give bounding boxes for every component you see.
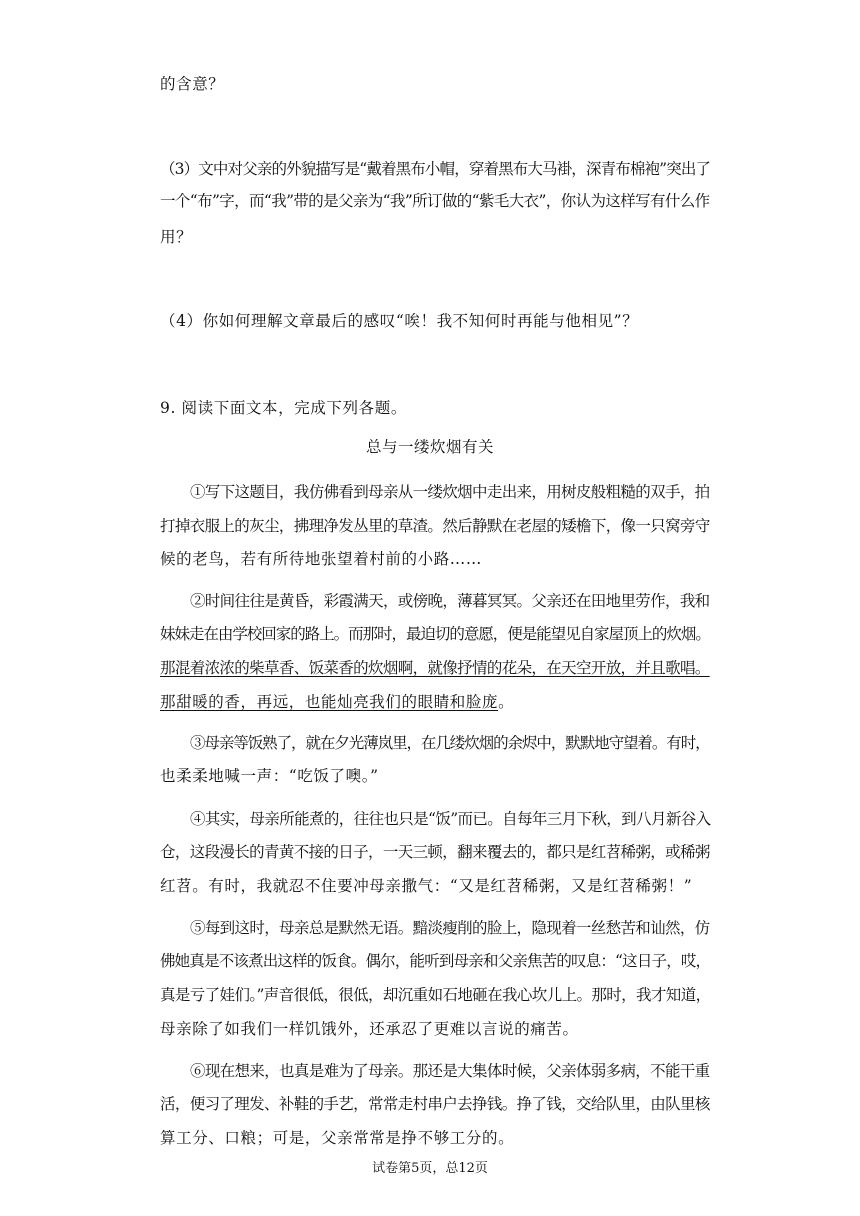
question-8-3-line-1: （3）文中对父亲的外貌描写是“戴着黑布小帽，穿着黑布大马褂，深青布棉袍”突出了 bbox=[160, 160, 711, 178]
paragraph-6-line-3: 算工分、口粮；可是，父亲常常是挣不够工分的。 bbox=[160, 1129, 515, 1147]
question-8-3-line-3: 用？ bbox=[160, 228, 193, 246]
paragraph-3-line-2: 也柔柔地喊一声：“吃饭了噢。” bbox=[160, 767, 379, 785]
question-8-2-continuation: 的含意？ bbox=[160, 75, 225, 93]
paragraph-1-line-3: 候的老鸟，若有所待地张望着村前的小路…… bbox=[160, 550, 483, 568]
paragraph-5-line-3: 真是亏了娃们。”声音很低，很低，却沉重如石地砸在我心坎儿上。那时，我才知道， bbox=[160, 986, 711, 1004]
paragraph-6-line-2: 活，便习了理发、补鞋的手艺，常常走村串户去挣钱。挣了钱，交给队里，由队里核 bbox=[160, 1095, 710, 1113]
page-footer: 试卷第5页，总12页 bbox=[372, 1161, 488, 1176]
question-8-3-line-2: 一个“布”字，而“我”带的是父亲为“我”所订做的“紫毛大衣”，你认为这样写有什么作 bbox=[160, 192, 710, 210]
question-9-heading: 9. 阅读下面文本，完成下列各题。 bbox=[160, 399, 407, 417]
paragraph-5-line-4: 母亲除了如我们一样饥饿外，还承忍了更难以言说的痛苦。 bbox=[160, 1020, 579, 1038]
paragraph-2-line-2: 妹妹走在由学校回家的路上。而那时，最迫切的意愿，便是能望见自家屋顶上的炊烟。 bbox=[160, 625, 710, 643]
paragraph-2-underlined-line: 那混着浓浓的柴草香、饭菜香的炊烟啊，就像抒情的花朵，在天空开放，并且歌唱。 bbox=[160, 659, 710, 677]
paragraph-4-line-2: 仓，这段漫长的青黄不接的日子，一天三顿，翻来覆去的，都只是红苕稀粥，或稀粥 bbox=[160, 843, 710, 861]
paragraph-2-underlined-sentence: 那甜暖的香，再远，也能灿亮我们的眼睛和脸庞 bbox=[160, 693, 499, 711]
paragraph-1-line-1: ①写下这题目，我仿佛看到母亲从一缕炊烟中走出来，用树皮般粗糙的双手，拍 bbox=[190, 483, 710, 501]
paragraph-2-line-4 bbox=[160, 692, 514, 712]
paragraph-2-end-punctuation: 。 bbox=[498, 693, 515, 711]
paragraph-4-line-3: 红苕。有时，我就忍不住要冲母亲撒气：“又是红苕稀粥，又是红苕稀粥！” bbox=[160, 877, 693, 895]
paragraph-3-line-1: ③母亲等饭熟了，就在夕光薄岚里，在几缕炊烟的余烬中，默默地守望着。有时， bbox=[190, 734, 710, 752]
paragraph-1-line-2: 打掉衣服上的灰尘，拂理净发丛里的草渣。然后静默在老屋的矮檐下，像一只窝旁守 bbox=[160, 517, 710, 535]
paragraph-5-line-1: ⑤每到这时，母亲总是默然无语。黯淡瘦削的脸上，隐现着一丝愁苦和讪然，仿 bbox=[190, 919, 710, 937]
paragraph-4-line-1: ④其实，母亲所能煮的，往往也只是“饭”而已。自每年三月下秋，到八月新谷入 bbox=[190, 810, 711, 828]
paragraph-2-line-1: ②时间往往是黄昏，彩霞满天，或傍晚，薄暮冥冥。父亲还在田地里劳作，我和 bbox=[190, 592, 710, 610]
paragraph-5-line-2: 佛她真是不该煮出这样的饭食。偶尔，能听到母亲和父亲焦苦的叹息：“这日子，哎， bbox=[160, 952, 711, 970]
article-title: 总与一缕炊烟有关 bbox=[365, 438, 494, 456]
paragraph-6-line-1: ⑥现在想来，也真是难为了母亲。那还是大集体时候，父亲体弱多病，不能干重 bbox=[190, 1062, 710, 1080]
question-8-4: （4）你如何理解文章最后的感叹“唉！我不知何时再能与他相见”？ bbox=[160, 312, 639, 330]
